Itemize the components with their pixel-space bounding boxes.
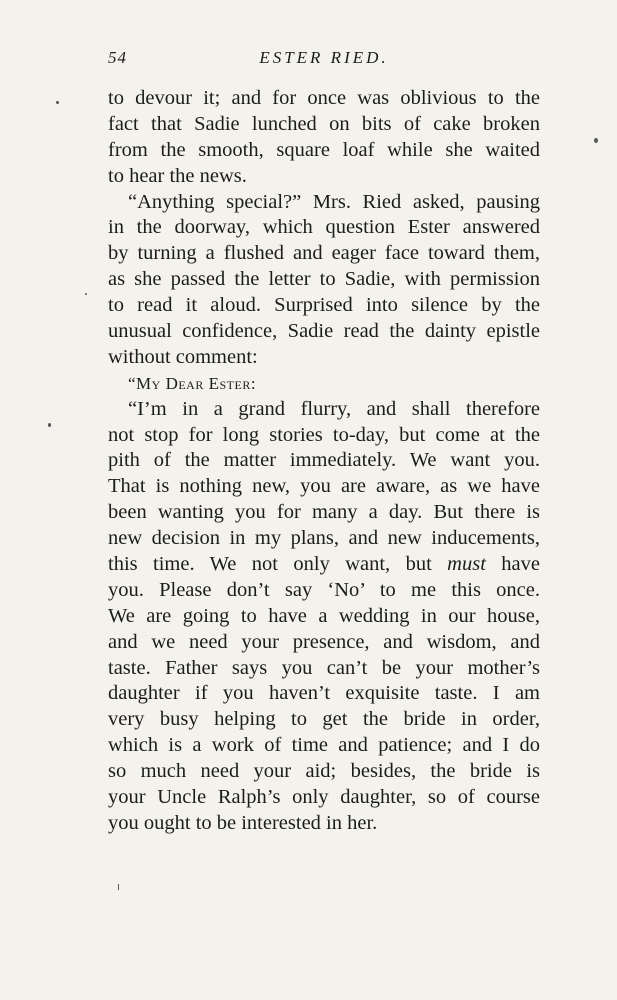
text-line (108, 86, 540, 112)
text-line (108, 759, 540, 785)
text-segment: you ought to be interested in her. (108, 811, 378, 834)
text-segment: and we need your presence, and wisdom, and (108, 630, 540, 653)
text-segment: fact that Sadie lunched on bits of cake broken (108, 112, 540, 135)
text-segment: you. Please don’t say ‘No’ to me this once. (108, 578, 540, 601)
text-segment: from the smooth, square loaf while she waited (108, 138, 540, 161)
text-segment: to read it aloud. Surprised into silence by the (108, 294, 540, 317)
text-line (108, 423, 540, 449)
text-line (108, 785, 540, 811)
text-line (108, 371, 540, 397)
text-line (108, 345, 540, 371)
text-segment: been wanting you for many a day. But there is (108, 501, 540, 524)
text-line (108, 578, 540, 604)
text-line (108, 811, 540, 837)
text-line (108, 267, 540, 293)
text-line (108, 448, 540, 474)
text-segment: by turning a flushed and eager face toward them, (108, 242, 540, 265)
text-line (108, 707, 540, 733)
text-line (108, 526, 540, 552)
text-line (108, 397, 540, 423)
text-segment: That is nothing new, you are aware, as we have (108, 475, 540, 498)
text-segment: without comment: (108, 345, 258, 368)
text-line (108, 733, 540, 759)
emphasized-word: must (447, 553, 486, 576)
text-line (108, 500, 540, 526)
text-line (108, 681, 540, 707)
scan-speck (56, 101, 59, 104)
text-line (108, 241, 540, 267)
scan-speck (594, 138, 598, 143)
text-segment: taste. Father says you can’t be your mother’s (108, 656, 540, 679)
text-line (108, 656, 540, 682)
text-line (108, 319, 540, 345)
text-segment: not stop for long stories to-day, but come at the (108, 423, 540, 446)
scan-speck (48, 423, 51, 427)
text-segment: new decision in my plans, and new inducements, (108, 527, 540, 550)
text-segment: daughter if you haven’t exquisite taste. I am (108, 682, 540, 705)
text-segment: “I’m in a grand flurry, and shall therefore (128, 397, 540, 420)
text-line (108, 552, 540, 578)
text-segment: which is a work of time and patience; and I do (108, 734, 540, 757)
text-segment: your Uncle Ralph’s only daughter, so of course (108, 786, 540, 809)
text-segment: as she passed the letter to Sadie, with permission (108, 268, 540, 291)
scan-speck (118, 884, 119, 890)
text-line (108, 604, 540, 630)
text-line (108, 474, 540, 500)
text-line (108, 112, 540, 138)
text-line (108, 215, 540, 241)
text-line (108, 138, 540, 164)
text-segment: unusual confidence, Sadie read the dainty epistle (108, 320, 540, 343)
scan-speck (85, 293, 87, 295)
text-segment: pith of the matter immediately. We want you. (108, 449, 540, 472)
letter-salutation: “My Dear Ester: (128, 373, 257, 393)
text-segment: so much need your aid; besides, the bride is (108, 760, 540, 783)
text-line (108, 293, 540, 319)
page-number: 54 (108, 48, 127, 67)
text-segment: very busy helping to get the bride in order, (108, 708, 540, 731)
text-segment: to hear the news. (108, 164, 247, 187)
running-title: ESTER RIED. (259, 48, 389, 67)
text-line (108, 190, 540, 216)
text-line (108, 630, 540, 656)
text-line (108, 164, 540, 190)
text-segment: “Anything special?” Mrs. Ried asked, pausing (128, 190, 540, 213)
body-text (108, 86, 540, 837)
page-header (108, 48, 540, 74)
text-segment: We are going to have a wedding in our house, (108, 604, 540, 627)
text-segment: have (485, 553, 540, 576)
text-segment: to devour it; and for once was oblivious to the (108, 87, 540, 109)
text-segment: this time. We not only want, but (108, 553, 448, 576)
text-segment: in the doorway, which question Ester answered (108, 216, 540, 239)
